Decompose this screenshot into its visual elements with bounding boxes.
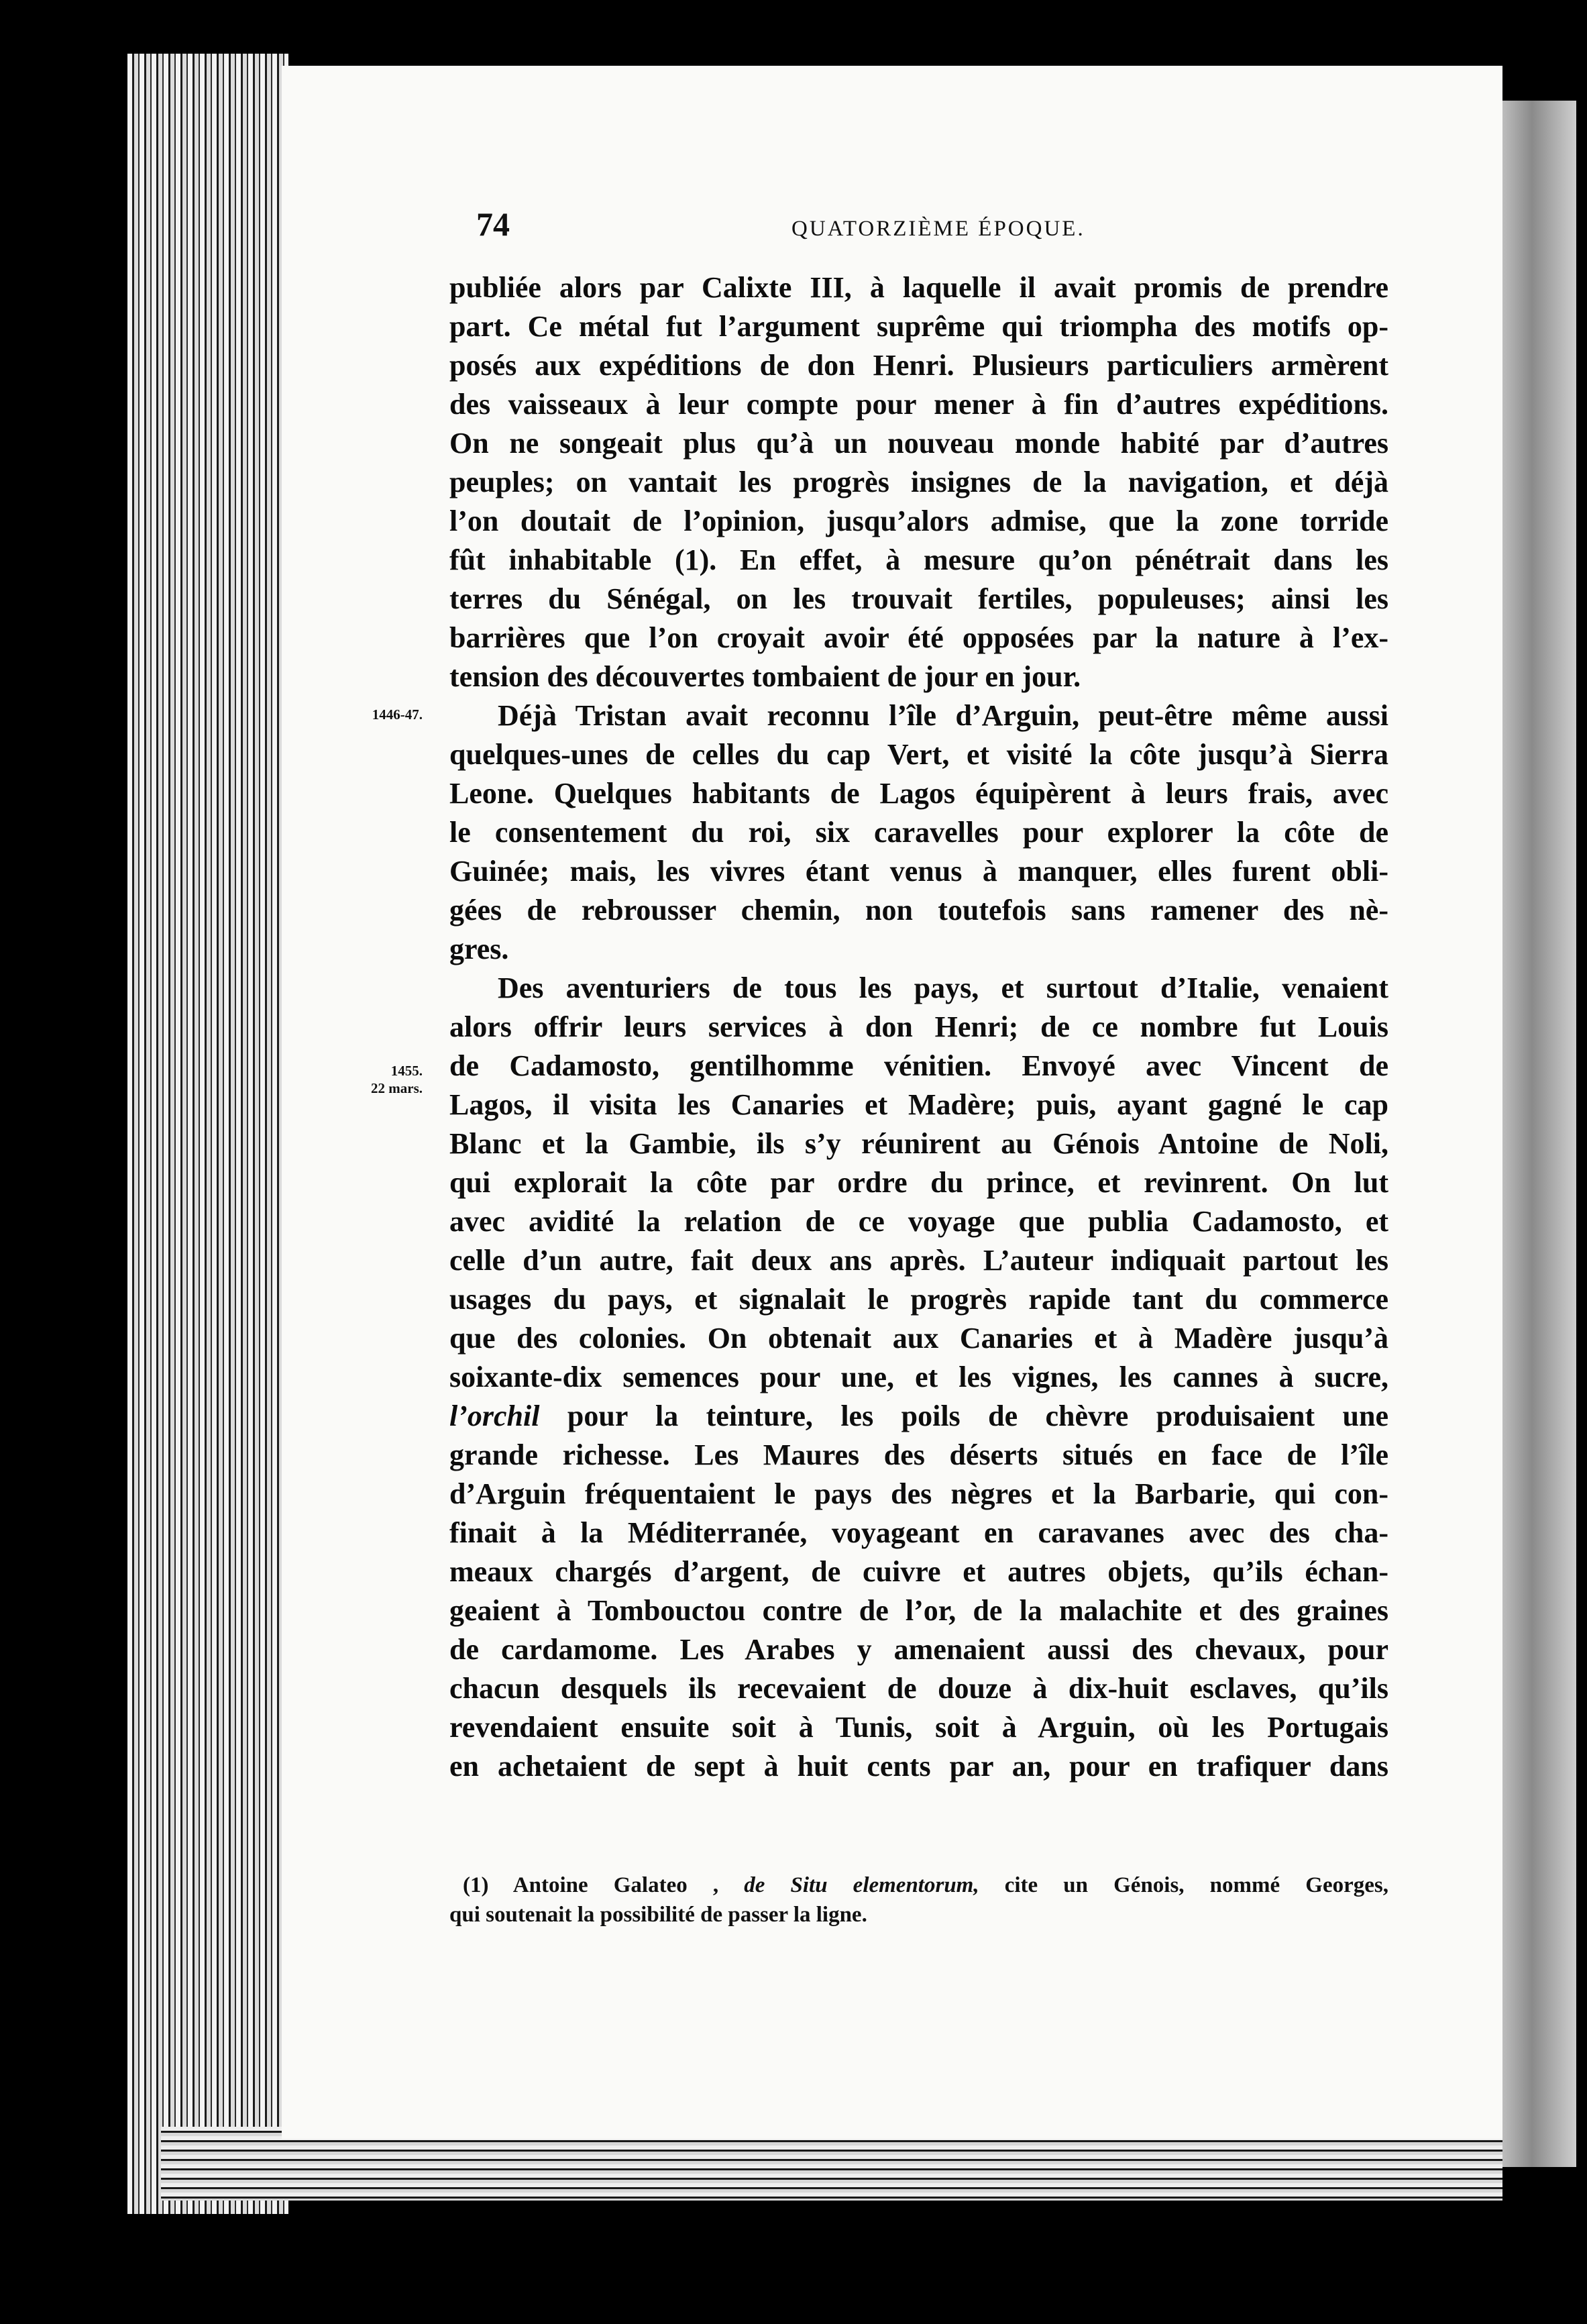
text-line: peuples; on vantait les progrès insignes de la navigation, et déjà bbox=[449, 466, 1388, 498]
text-line: gées de rebrousser chemin, non toutefois sans ramener des nè- bbox=[449, 894, 1388, 927]
text-line: d’Arguin fréquentaient le pays des nègres et la Barbarie, qui con- bbox=[449, 1477, 1388, 1510]
running-head: QUATORZIÈME ÉPOQUE. bbox=[791, 217, 1085, 241]
scan-right-edge bbox=[1502, 101, 1576, 2167]
book-page-edges bbox=[127, 54, 288, 2214]
text-line: que des colonies. On obtenait aux Canaries et à Madère jusqu’à bbox=[449, 1322, 1388, 1355]
text-line: fût inhabitable (1). En effet, à mesure qu’on pénétrait dans les bbox=[449, 543, 1388, 576]
text-line: Des aventuriers de tous les pays, et surtout d’Italie, venaient bbox=[498, 971, 1388, 1004]
text-line: chacun desquels ils recevaient de douze à dix-huit esclaves, qu’ils bbox=[449, 1672, 1388, 1705]
text-line: Leone. Quelques habitants de Lagos équipèrent à leurs frais, avec bbox=[449, 777, 1388, 810]
text-line: alors offrir leurs services à don Henri; de ce nombre fut Louis bbox=[449, 1010, 1388, 1043]
page-number: 74 bbox=[476, 205, 510, 243]
page-header bbox=[476, 205, 1201, 252]
text-line: posés aux expéditions de don Henri. Plusieurs particuliers armèrent bbox=[449, 349, 1388, 382]
text-line: grande richesse. Les Maures des déserts situés en face de l’île bbox=[449, 1438, 1388, 1471]
italic-word: l’orchil bbox=[449, 1399, 540, 1432]
margin-date-1446: 1446-47. bbox=[372, 706, 423, 723]
footnote bbox=[449, 1870, 1388, 1930]
text-line: de cardamome. Les Arabes y amenaient aussi des chevaux, pour bbox=[449, 1633, 1388, 1666]
text-line: des vaisseaux à leur compte pour mener à fin d’autres expéditions. bbox=[449, 388, 1388, 421]
margin-date-1455-year: 1455. bbox=[390, 1063, 423, 1079]
footnote-line-2: qui soutenait la possibilité de passer la ligne. bbox=[449, 1903, 867, 1927]
text-line: avec avidité la relation de ce voyage que publia Cadamosto, et bbox=[449, 1205, 1388, 1238]
text-line: On ne songeait plus qu’à un nouveau monde habité par d’autres bbox=[449, 427, 1388, 460]
text-line: Guinée; mais, les vivres étant venus à manquer, elles furent obli- bbox=[449, 855, 1388, 888]
text-line-rest: pour la teinture, les poils de chèvre produisaient une bbox=[567, 1399, 1389, 1432]
text-line: tension des découvertes tombaient de jour en jour. bbox=[449, 660, 1081, 693]
text-line: soixante-dix semences pour une, et les vignes, les cannes à sucre, bbox=[449, 1361, 1388, 1393]
text-line: Déjà Tristan avait reconnu l’île d’Arguin, peut-être même aussi bbox=[498, 699, 1388, 732]
footnote-line-1 bbox=[449, 1870, 1388, 1900]
footnote-marker: (1) Antoine Galateo , bbox=[463, 1873, 745, 1897]
text-line: terres du Sénégal, on les trouvait fertiles, populeuses; ainsi les bbox=[449, 582, 1388, 615]
text-line: publiée alors par Calixte III, à laquelle il avait promis de prendre bbox=[449, 271, 1388, 304]
body-text bbox=[449, 268, 1388, 1786]
text-line: qui explorait la côte par ordre du prince, et revinrent. On lut bbox=[449, 1166, 1388, 1199]
text-line: meaux chargés d’argent, de cuivre et autres objets, qu’ils échan- bbox=[449, 1555, 1388, 1588]
text-line: finait à la Méditerranée, voyageant en caravanes avec des cha- bbox=[449, 1516, 1388, 1549]
text-line: revendaient ensuite soit à Tunis, soit à Arguin, où les Portugais bbox=[449, 1711, 1388, 1744]
text-line: gres. bbox=[449, 933, 509, 965]
text-line: l’on doutait de l’opinion, jusqu’alors admise, que la zone torride bbox=[449, 505, 1388, 537]
text-line: geaient à Tombouctou contre de l’or, de la malachite et des graines bbox=[449, 1594, 1388, 1627]
text-line: usages du pays, et signalait le progrès rapide tant du commerce bbox=[449, 1283, 1388, 1316]
text-line: en achetaient de sept à huit cents par an, pour en trafiquer dans bbox=[449, 1750, 1388, 1783]
margin-date-1455 bbox=[315, 1062, 423, 1097]
text-line: le consentement du roi, six caravelles pour explorer la côte de bbox=[449, 816, 1388, 849]
text-line: de Cadamosto, gentilhomme vénitien. Envoyé avec Vincent de bbox=[449, 1049, 1388, 1082]
footnote-title: de Situ elementorum, bbox=[744, 1873, 979, 1897]
footnote-line-1-rest: cite un Génois, nommé Georges, bbox=[979, 1873, 1388, 1897]
text-line: quelques-unes de celles du cap Vert, et visité la côte jusqu’à Sierra bbox=[449, 738, 1388, 771]
text-line: part. Ce métal fut l’argument suprême qui triompha des motifs op- bbox=[449, 310, 1388, 343]
margin-date-1455-day: 22 mars. bbox=[371, 1080, 423, 1096]
text-line bbox=[449, 1397, 1388, 1436]
text-line: barrières que l’on croyait avoir été opposées par la nature à l’ex- bbox=[449, 621, 1388, 654]
text-line: celle d’un autre, fait deux ans après. L’auteur indiquait partout les bbox=[449, 1244, 1388, 1277]
text-line: Blanc et la Gambie, ils s’y réunirent au Génois Antoine de Noli, bbox=[449, 1127, 1388, 1160]
text-line: Lagos, il visita les Canaries et Madère; puis, ayant gagné le cap bbox=[449, 1088, 1388, 1121]
